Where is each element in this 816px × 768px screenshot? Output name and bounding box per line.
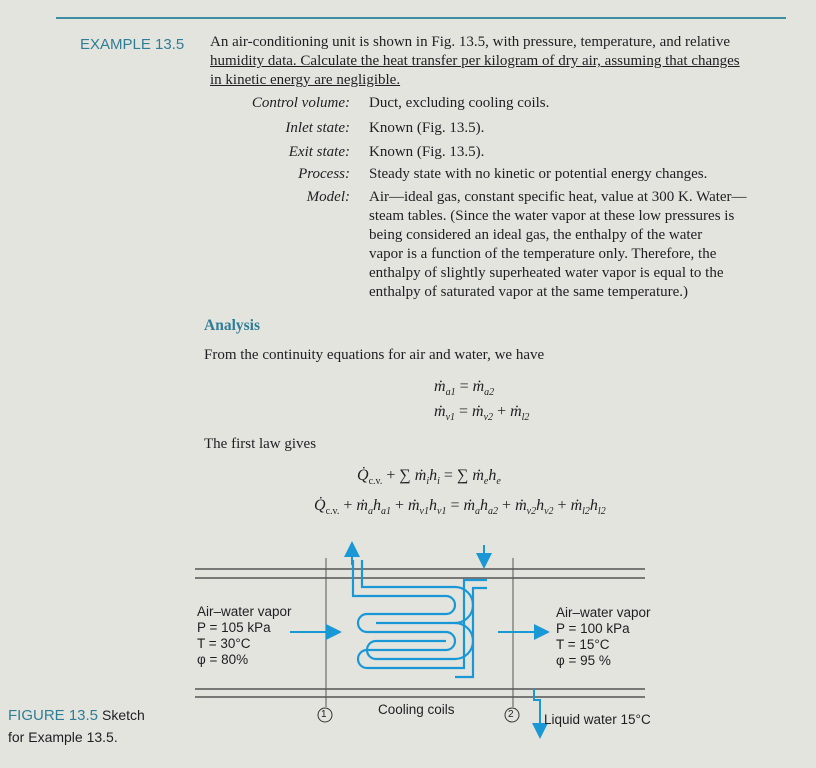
cooling-coils-label: Cooling coils [378,702,455,717]
statement-line-1: An air-conditioning unit is shown in Fig. 13.5, with pressure, temperature, and relative [210,34,731,50]
analysis-heading: Analysis [204,317,260,334]
spec-model-line-5: enthalpy of slightly superheated water vapor is equal to the [369,265,724,281]
figure-caption-label: FIGURE 13.5 [8,707,99,724]
spec-value: Known (Fig. 13.5). [369,120,485,136]
inlet-state-label [197,604,292,668]
duct-bottom-wall [195,689,645,697]
state-2-number: 2 [508,709,514,720]
liquid-water-label: Liquid water 15°C [544,712,651,727]
state-1-number: 1 [321,709,327,720]
inlet-humidity: φ = 80% [197,652,249,667]
statement-line-3: in kinetic energy are negligible. [210,72,401,88]
example-label: EXAMPLE 13.5 [80,36,185,53]
spec-label: Process: [298,166,350,182]
equation-first-law-specific: $Q̇_{c.v.}$ + $ṁ_ah_{a1}$ + $ṁ_{v1}h_{v1}$ = $ṁ_ah_{a2}$ + $ṁ_{v2}h_{v2}$ + $ṁ_{l2}h_{l2}$ [314,497,606,518]
figure-caption [8,707,145,725]
continuity-intro: From the continuity equations for air and water, we have [204,347,545,363]
outlet-humidity: φ = 95 % [556,653,611,668]
spec-value: Duct, excluding cooling coils. [369,95,550,111]
spec-model-line-3: being considered an ideal gas, the enthalpy of the water [369,227,703,243]
spec-value: Known (Fig. 13.5). [369,144,485,160]
spec-label: Exit state: [288,144,350,160]
spec-label: Inlet state: [285,120,350,136]
inlet-temperature: T = 30°C [197,636,251,651]
figure-caption-text-2: for Example 13.5. [8,729,118,745]
inlet-title: Air–water vapor [197,604,292,619]
outlet-pressure: P = 100 kPa [556,621,630,636]
spec-value: Steady state with no kinetic or potential energy changes. [369,166,708,182]
condensate-drain-arrow [534,689,540,735]
equation-water-continuity: ṁ$_{v1}$ = ṁ$_{v2}$ + ṁ$_{l2}$ [434,403,530,424]
outlet-state-label [556,605,651,669]
outlet-title: Air–water vapor [556,605,651,620]
spec-label: Control volume: [251,95,350,111]
cooling-coil [353,560,487,668]
statement-line-2: humidity data. Calculate the heat transfer per kilogram of dry air, assuming that changes [210,53,740,69]
inlet-pressure: P = 105 kPa [197,620,271,635]
duct-top-wall [195,569,645,578]
spec-model-line-6: enthalpy of saturated vapor at the same temperature.) [369,284,689,300]
first-law-intro: The first law gives [204,436,317,452]
spec-model-line-2: steam tables. (Since the water vapor at these low pressures is [369,208,735,224]
spec-model-line-4: vapor is a function of the temperature only. Therefore, the [369,246,717,262]
figure-caption-text-1: Sketch [102,707,145,723]
equation-first-law-general: $Q̇_{c.v.}$ + ∑ $ṁ_ih_i$ = ∑ $ṁ_eh_e$ [357,467,501,488]
equation-air-continuity: ṁ$_{a1}$ = ṁ$_{a2}$ [434,378,495,399]
outlet-temperature: T = 15°C [556,637,610,652]
spec-label: Model: [306,189,350,205]
spec-model-line-1: Air—ideal gas, constant specific heat, value at 300 K. Water— [369,189,747,205]
